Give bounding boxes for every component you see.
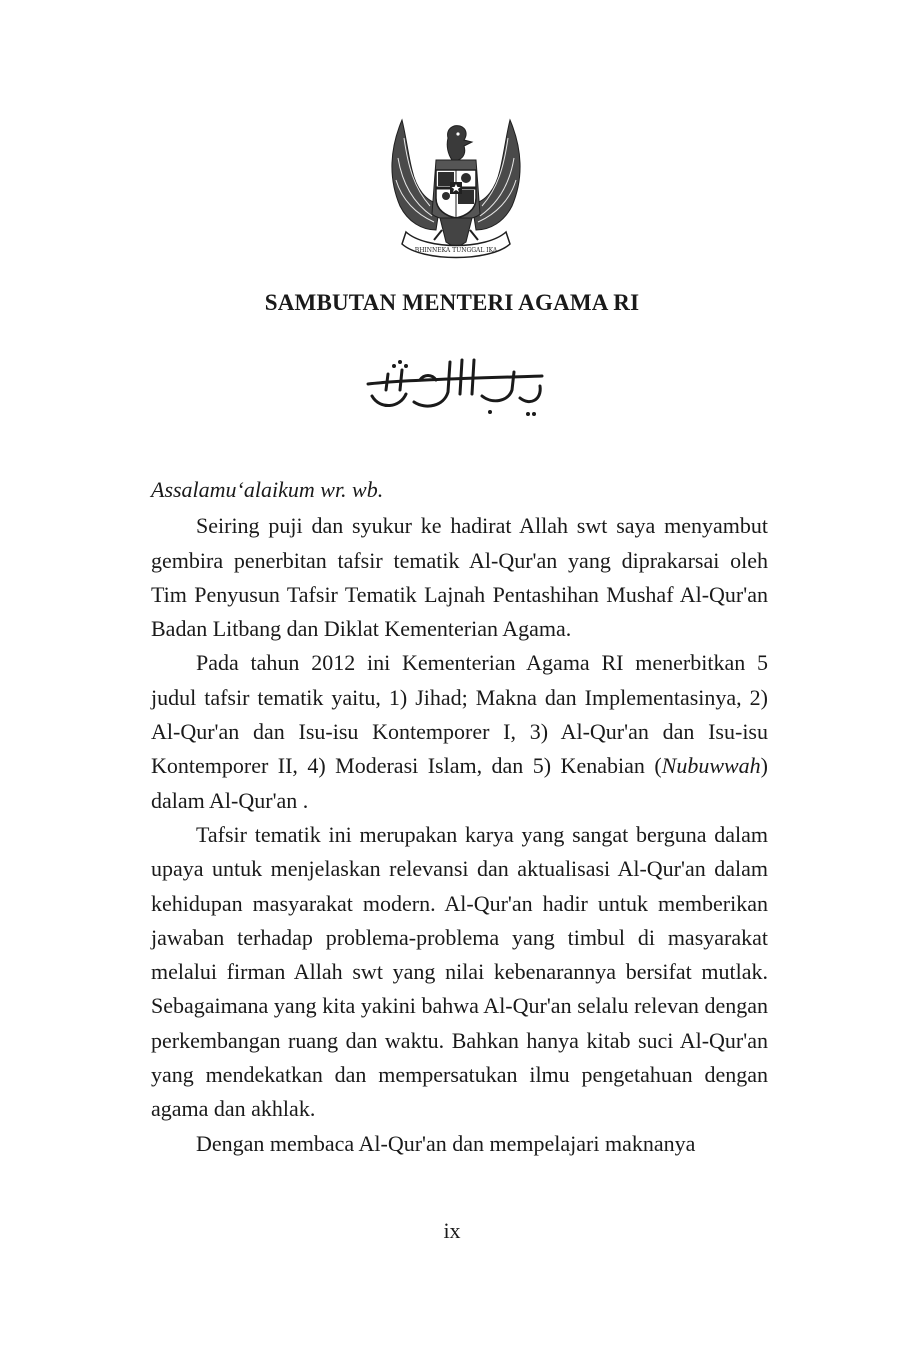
garuda-pancasila-emblem-icon [386, 118, 526, 268]
paragraph-2 [151, 646, 768, 817]
emblem-motto: BHINNEKA TUNGGAL IKA [414, 247, 498, 254]
greeting: Assalamu‘alaikum wr. wb. [151, 477, 384, 502]
paragraph-2-text: Pada tahun 2012 ini Kementerian Agama RI menerbitkan 5 judul tafsir tematik yaitu, 1) Jihad; Makna dan Implementasinya, 2) Al-Qur'an dan Isu-isu Kontemporer I, 3) Al-Qur'an dan Isu-isu Kontemporer II, 4) Moderasi Islam, dan 5) Kenabian ( [151, 650, 768, 779]
paragraph-4: Dengan membaca Al-Qur'an dan mempelajari maknanya [196, 1130, 696, 1156]
paragraph-1: Seiring puji dan syukur ke hadirat Allah swt saya menyambut gembira penerbitan tafsir tematik Al-Qur'an yang diprakarsai oleh Tim Penyusun Tafsir Tematik Lajnah Pentashihan Mushaf Al-Qur'an Badan Litbang dan Diklat Kementerian Agama. [151, 513, 768, 642]
paragraph-3: Tafsir tematik ini merupakan karya yang sangat berguna dalam upaya untuk menjelaskan relevansi dan aktualisasi Al-Qur'an dalam kehidupan masyarakat modern. Al-Qur'an hadir untuk memberikan jawaban terhadap problema-problema yang timbul di masyarakat melalui firman Allah swt yang nilai kebenarannya bersifat mutlak. Sebagaimana yang kita yakini bahwa Al-Qur'an selalu relevan dengan perkembangan ruang dan waktu. Bahkan hanya kitab suci Al-Qur'an yang mendekatkan dan mempersatukan ilmu pengetahuan dengan agama dan akhlak. [151, 821, 768, 1122]
body-text [151, 473, 768, 1161]
page-title: SAMBUTAN MENTERI AGAMA RI [264, 290, 640, 315]
paragraph-2-italic: Nubuwwah [661, 753, 761, 779]
page-number: ix [443, 1218, 461, 1243]
basmalah-calligraphy-icon [360, 350, 550, 420]
paragraph-2-end: ) dalam Al-Qur'an . [151, 753, 768, 813]
basmalah-text: بسم الله الرحمن الرحيم [450, 418, 460, 419]
